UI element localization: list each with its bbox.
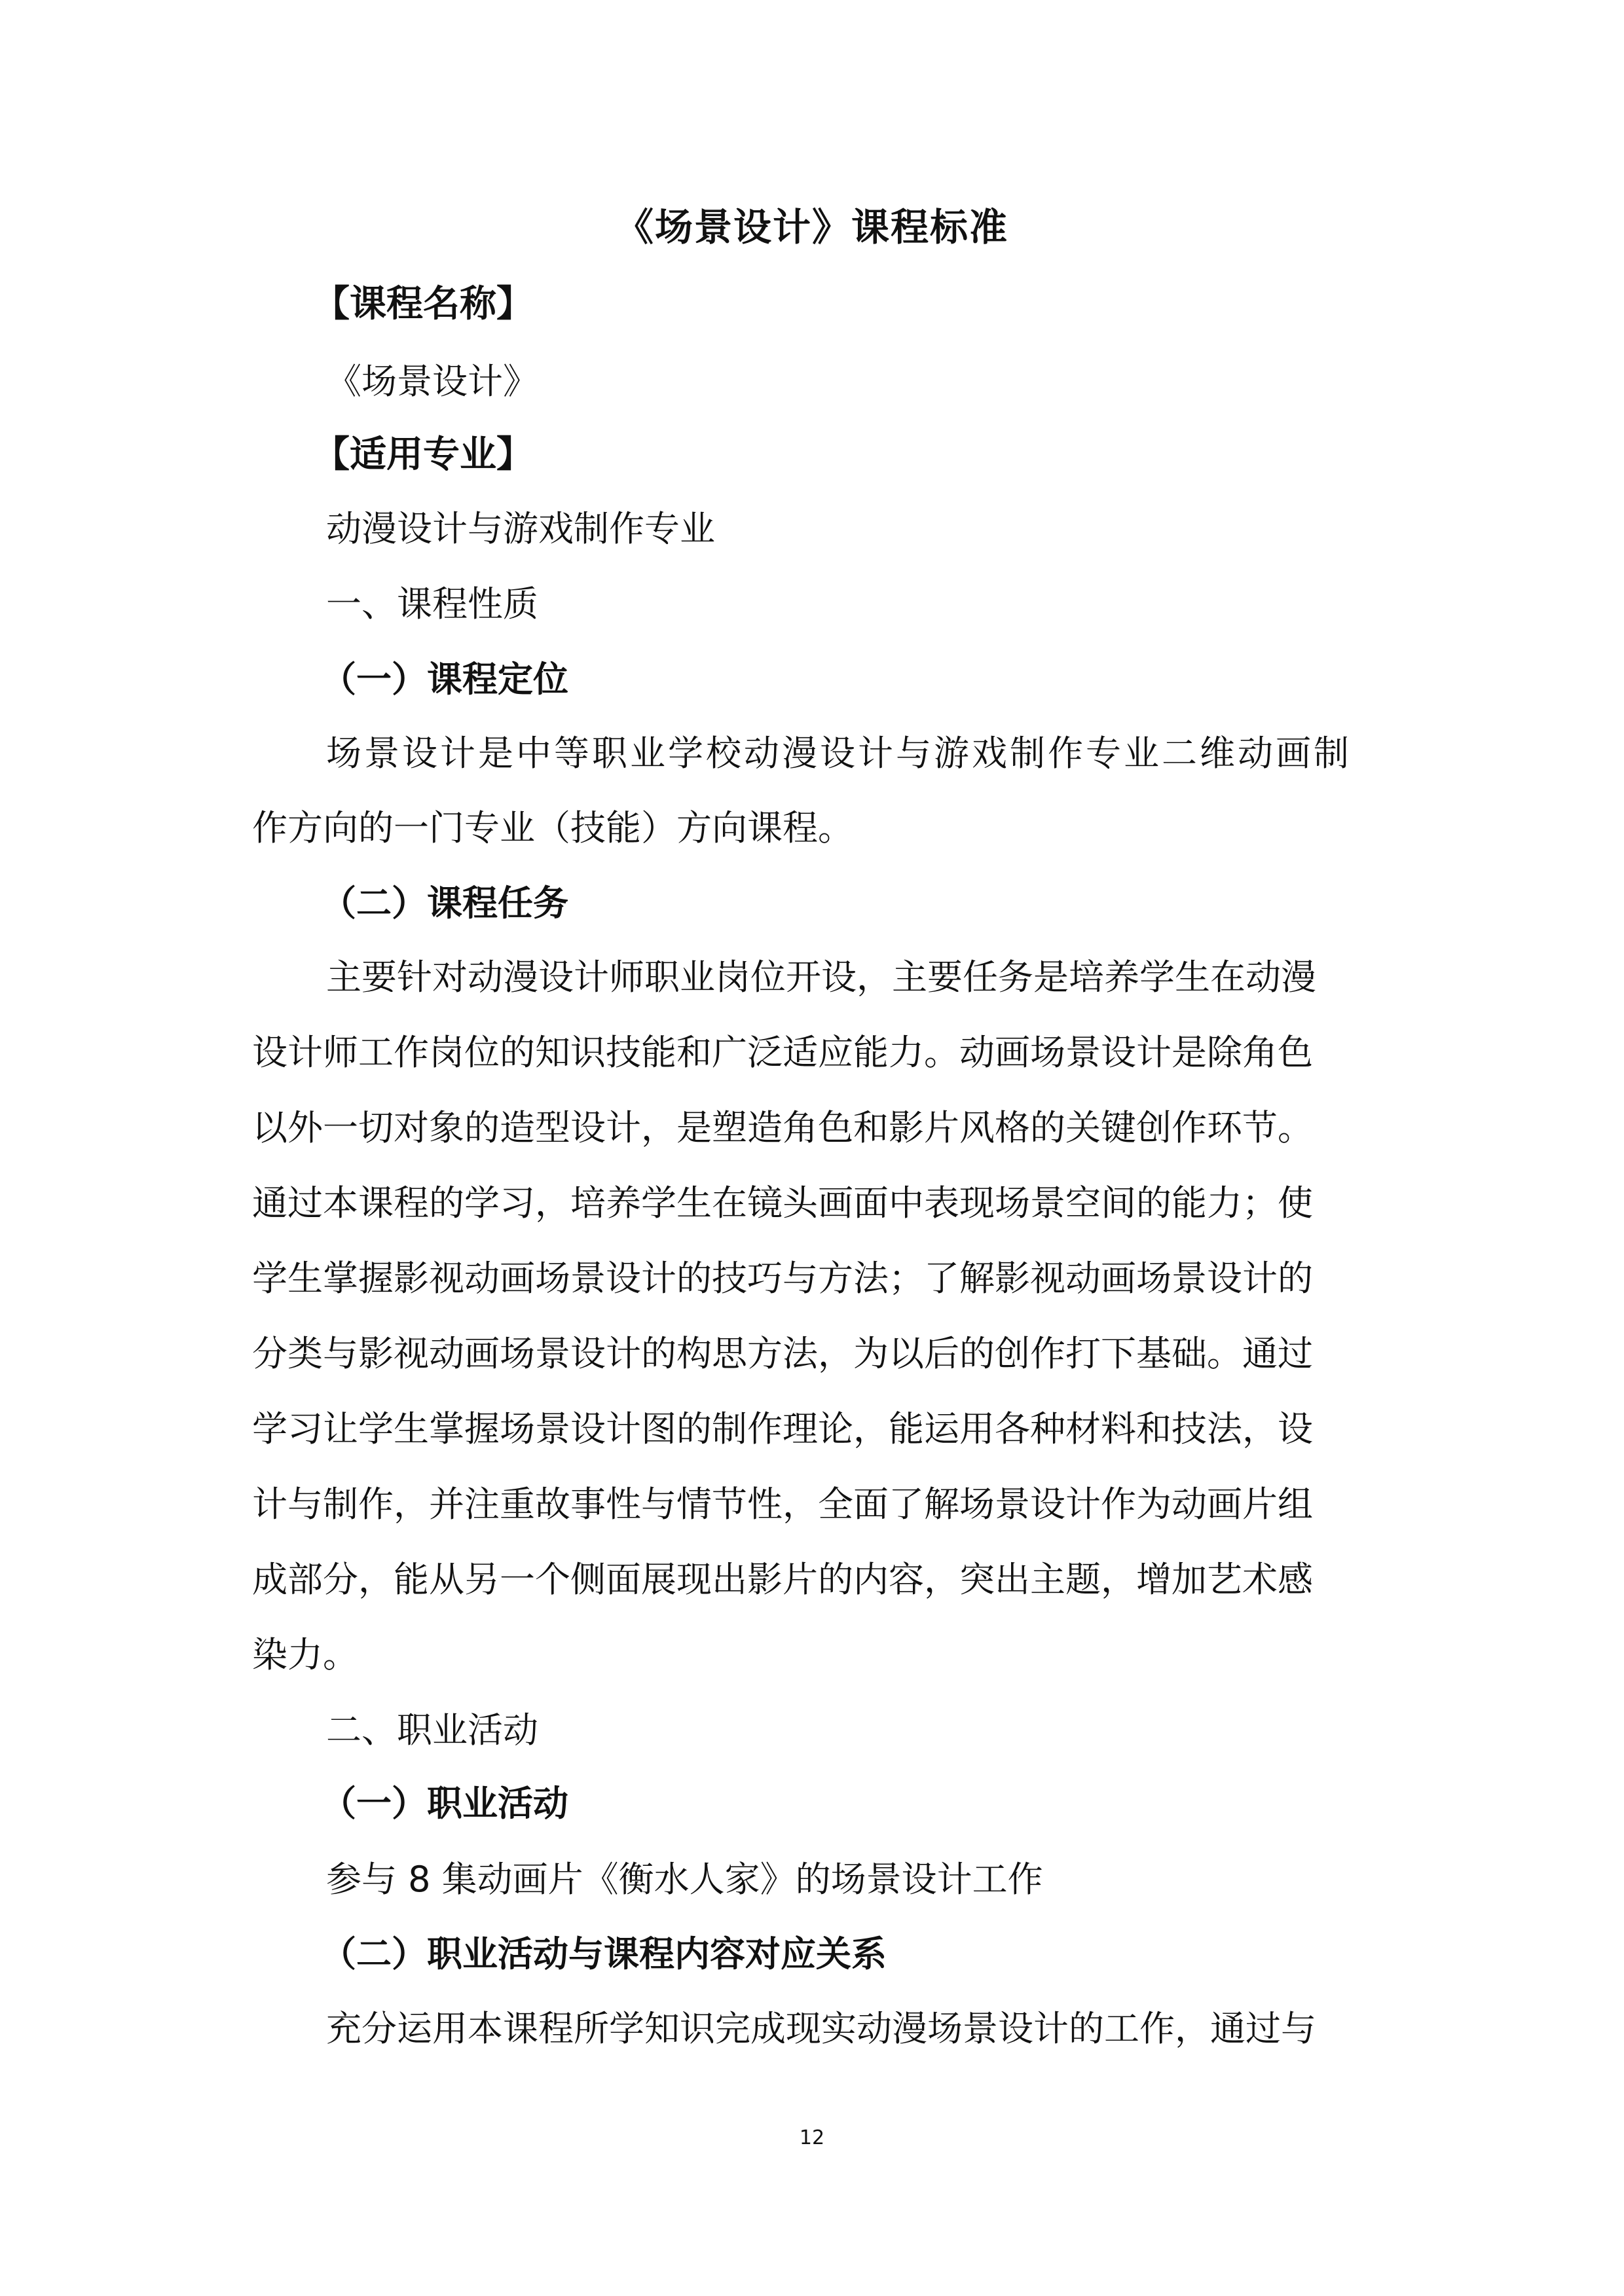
section2-heading: 二、职业活动 — [326, 1709, 538, 1751]
section2-sub1-heading: （一）职业活动 — [321, 1783, 568, 1824]
course-name-value: 《场景设计》 — [326, 361, 538, 402]
paragraph-line: 学生掌握影视动画场景设计的技巧与方法；了解影视动画场景设计的 — [252, 1258, 1313, 1299]
paragraph-line: 充分运用本课程所学知识完成现实动漫场景设计的工作，通过与 — [326, 2008, 1316, 2049]
paragraph-line: 计与制作，并注重故事性与情节性，全面了解场景设计作为动画片组 — [252, 1484, 1313, 1525]
paragraph-line: 主要针对动漫设计师职业岗位开设，主要任务是培养学生在动漫 — [326, 957, 1316, 998]
course-name-label: 【课程名称】 — [313, 283, 533, 325]
paragraph-line: 染力。 — [252, 1634, 358, 1675]
paragraph-line: 参与 8 集动画片《衡水人家》的场景设计工作 — [326, 1859, 1043, 1900]
section1-sub2-heading: （二）课程任务 — [321, 883, 568, 924]
paragraph-line: 以外一切对象的造型设计，是塑造角色和影片风格的关键创作环节。 — [252, 1107, 1313, 1148]
paragraph-line: 分类与影视动画场景设计的构思方法，为以后的创作打下基础。通过 — [252, 1333, 1313, 1374]
applicable-major-label: 【适用专业】 — [313, 433, 533, 476]
document-title: 《场景设计》课程标准 — [615, 205, 1008, 249]
section1-sub1-heading: （一）课程定位 — [321, 659, 568, 700]
paragraph-line: 作方向的一门专业（技能）方向课程。 — [252, 807, 853, 848]
paragraph-line: 设计师工作岗位的知识技能和广泛适应能力。动画场景设计是除角色 — [252, 1032, 1313, 1073]
paragraph-line: 场景设计是中等职业学校动漫设计与游戏制作专业二维动画制 — [326, 733, 1352, 774]
paragraph-line: 学习让学生掌握场景设计图的制作理论，能运用各种材料和技法，设 — [252, 1408, 1313, 1449]
paragraph-line: 通过本课程的学习，培养学生在镜头画面中表现场景空间的能力；使 — [252, 1182, 1313, 1224]
applicable-major-value: 动漫设计与游戏制作专业 — [326, 508, 715, 549]
paragraph-line: 成部分，能从另一个侧面展现出影片的内容，突出主题，增加艺术感 — [252, 1559, 1313, 1600]
section2-sub2-heading: （二）职业活动与课程内容对应关系 — [321, 1933, 887, 1975]
section1-heading: 一、课程性质 — [326, 583, 538, 625]
page-number: 12 — [799, 2126, 825, 2149]
